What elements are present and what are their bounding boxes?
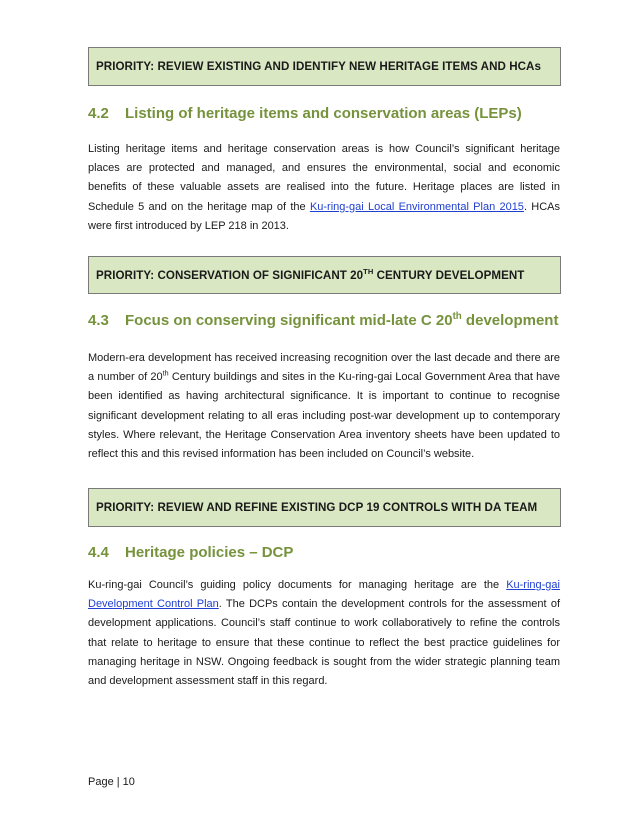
section-4-2-paragraph	[88, 140, 560, 236]
section-title: Heritage policies – DCP	[125, 544, 294, 561]
section-title	[125, 312, 558, 329]
section-4-3-paragraph	[88, 349, 560, 464]
priority-text-part: PRIORITY: CONSERVATION OF SIGNIFICANT 20	[96, 268, 364, 282]
paragraph-text: Ku-ring-gai Council’s guiding policy documents for managing heritage are the	[88, 579, 507, 591]
section-number: 4.4	[88, 544, 109, 561]
paragraph-text: . HCAs were first introduced by LEP 218 in 2013.	[88, 200, 560, 232]
section-heading-4-2	[88, 105, 522, 122]
section-number: 4.3	[88, 312, 109, 329]
section-number: 4.2	[88, 105, 109, 122]
priority-box-dcp-controls	[88, 488, 561, 527]
page-footer	[88, 776, 135, 788]
section-heading-4-4	[88, 544, 293, 561]
superscript: th	[162, 369, 169, 378]
paragraph-text: Century buildings and sites in the Ku-ring-gai Local Government Area that have been identified as having architectural significance. It is important to continue to recognise significant development relating to all eras including post-war development up to contemporary styles. Where relevant, the Heritage Conservation Area inventory sheets have been updated to reflect this and this revised information has been included on Council’s website.	[88, 371, 560, 461]
lep-2015-link[interactable]: Ku-ring-gai Local Environmental Plan 2015	[309, 200, 524, 213]
section-4-4-paragraph	[88, 576, 560, 691]
superscript: th	[452, 311, 462, 322]
priority-text	[96, 266, 525, 282]
paragraph-text: Modern-era development has received increasing recognition over the last decade and there are a number of 20	[88, 352, 560, 384]
priority-box-heritage-items	[88, 47, 561, 86]
title-part: Focus on conserving significant mid-late C 20	[125, 312, 453, 329]
page-number: Page | 10	[88, 776, 135, 788]
priority-box-20th-century	[88, 256, 561, 294]
section-heading-4-3	[88, 312, 558, 329]
priority-text: PRIORITY: REVIEW EXISTING AND IDENTIFY NEW HERITAGE ITEMS AND HCAs	[96, 60, 541, 73]
priority-text-part: CENTURY DEVELOPMENT	[373, 268, 525, 282]
section-title: Listing of heritage items and conservation areas (LEPs)	[125, 105, 522, 122]
dcp-link[interactable]: Ku-ring-gai Development Control Plan	[88, 579, 560, 611]
superscript: TH	[363, 266, 374, 276]
paragraph-text: Listing heritage items and heritage conservation areas is how Council’s significant heritage places are protected and managed, and ensures the environmental, social and economic benefits of these valuable assets are realised into the future. Heritage places are listed in Schedule 5 and on the heritage map of the	[88, 143, 560, 213]
title-part: development	[461, 312, 559, 329]
priority-text: PRIORITY: REVIEW AND REFINE EXISTING DCP 19 CONTROLS WITH DA TEAM	[96, 501, 538, 514]
paragraph-text: . The DCPs contain the development controls for the assessment of development applications. Council’s staff continue to work collaboratively to refine the controls that relate to heritage to ensure that these continue to reflect the best practice guidelines for managing heritage in NSW. Ongoing feedback is sought from the wider strategic planning team and development assessment staff in this regard.	[88, 598, 560, 688]
